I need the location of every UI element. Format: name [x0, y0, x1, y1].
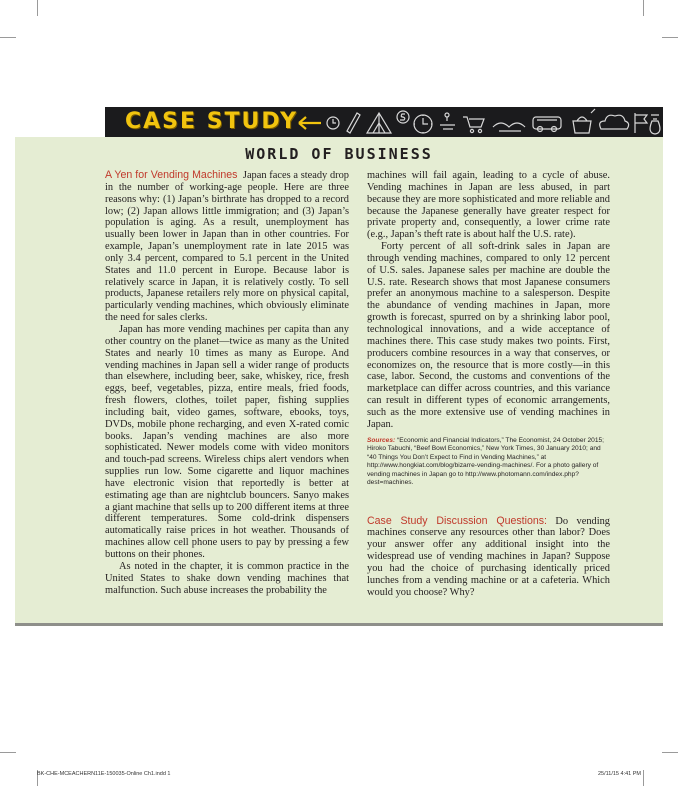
paragraph-text: Japan faces a steady drop in the number of working-age people. Here are three reasons why: (1) Japan’s birthrate has dropped to a record low; (2) Japan allows little immigration; and (3) Japan’s population is aging. As a result, unemployment has usually been lower in Japan than in other countries. For example, Japan’s unemployment rate in late 2015 was only 3.4 percent, compared to 5.1 percent in the United States and 11.0 percent in Europe. Because labor is relatively scarce in Japan, it is relatively costly. To sell products, Japanese retailers rely more on physical capital, particularly vending machines, which obviously eliminate the need for sales clerks.: [105, 170, 350, 324]
hands-icon: [493, 123, 525, 131]
clock-icon: [414, 115, 432, 133]
case-study-banner: [105, 107, 663, 137]
sources-text: “Economic and Financial Indicators,” The Economist, 24 October 2015; Hiroko Tabuchi, “Beef Bowl Economics,” New York Times, 30 January 2010; and “40 Things You Don’t Expect to Find in Vending Machines,” at http://www.hongkiat.com/blog/bizarre-vending-machines/. For a photo gallery of vending machines in Japan go to http://www.photomann.com/index.php?dest=machines.: [367, 436, 605, 487]
pen-icon: [347, 113, 360, 133]
crop-mark: [0, 752, 16, 753]
tool-icon: [440, 113, 455, 129]
discussion-text: Do vending machines conserve any resources other than labor? Does your answer offer any additional insight into the widespread use of vending machines in Japan? Suppose you had the choice of purchasing identically priced lunches from a vending machine or at a cafeteria. Which would you choose? Why?: [367, 515, 610, 598]
article-paragraph: [105, 170, 349, 324]
cloud-icon: [600, 115, 629, 129]
article-paragraph: machines will fail again, leading to a cycle of abuse. Vending machines in Japan are less abused, in part because they are more sophisticated and more reliable and because the Japanese generally have greater respect for private property and, consequently, a lower crime rate (e.g., Japan’s theft rate is about half the U.S. rate).: [367, 170, 610, 241]
flag-icon: [635, 113, 647, 133]
sources-note: [367, 437, 610, 488]
discussion-heading: Case Study Discussion Questions:: [367, 514, 547, 527]
banner-icon-strip: [295, 107, 663, 137]
crop-mark: [662, 752, 678, 753]
banner-title: CASE STUDY: [125, 109, 299, 134]
case-study-panel: [15, 137, 663, 626]
right-column: [367, 170, 610, 598]
print-slug-file: BK-CHE-MCEACHERN11E-150035-Online Ch1.indd 1: [37, 771, 171, 777]
tent-icon: [367, 113, 391, 133]
crop-mark: [662, 37, 678, 38]
crop-mark: [0, 37, 16, 38]
car-icon: [533, 117, 561, 132]
article-paragraph: Japan has more vending machines per capita than any other country on the planet—twice as many as the United States and nearly 10 times as many as Europe. And vending machines in Japan sell a wider range of products than elsewhere, including beer, sake, whiskey, rice, fresh eggs, beef, vegetables, pizza, entire meals, fried foods, fresh flowers, clothes, toilet paper, fishing supplies including bait, video games, software, ebooks, toys, DVDs, mobile phone recharging, and even X-rated comic books. Japan’s vending machines are also more sophisticated. Newer models come with video monitors and touch-pad screens. Wireless chips alert vendors when supplies run low. Some cigarette and liquor machines have electronic vision that reportedly is better at estimating age than are nightclub bouncers. Sanyo makes a giant machine that sells up to 200 different items at three different temperatures. Some cold-drink dispensers automatically raise prices in hot weather. Thousands of machines allow cell phone users to pay by pressing a few buttons on their phones.: [105, 323, 349, 560]
article-heading: A Yen for Vending Machines: [105, 169, 238, 181]
clock-icon: [327, 117, 339, 129]
left-column: [105, 170, 349, 596]
section-title: WORLD OF BUSINESS: [245, 145, 433, 163]
cart-icon: [463, 117, 484, 133]
sources-label: Sources:: [367, 436, 396, 444]
dollar-icon: [397, 111, 409, 123]
crop-mark: [37, 0, 38, 16]
article-paragraph: Forty percent of all soft-drink sales in Japan are through vending machines, compared to only 12 percent of U.S. sales. Japanese sales per machine are double the U.S. rate. Research shows that most Japanese consumers prefer an anonymous machine to a salesperson. Despite the abundance of vending machines in Japan, more growth is forecast, spurred on by a shrinking labor pool, technological innovations, and a wide acceptance of machines there. This case study makes two points. First, producers combine resources in a way that conserves, or economizes on, the resource that is more costly—in this case, labor. Second, the customs and conventions of the marketplace can differ across countries, and this variance can result in different types of economic arrangements, such as the more extensive use of vending machines in Japan.: [367, 241, 610, 430]
money-bag-icon: [650, 115, 660, 134]
print-slug-date: 25/11/15 4:41 PM: [597, 771, 641, 777]
crop-mark: [643, 0, 644, 16]
bag-icon: [573, 109, 595, 133]
article-paragraph: As noted in the chapter, it is common practice in the United States to shake down vending machines that malfunction. Such abuse increases the probability the: [105, 560, 349, 596]
discussion-questions: [367, 516, 610, 599]
crop-mark: [643, 770, 644, 786]
arrow-left-icon: [299, 117, 321, 129]
